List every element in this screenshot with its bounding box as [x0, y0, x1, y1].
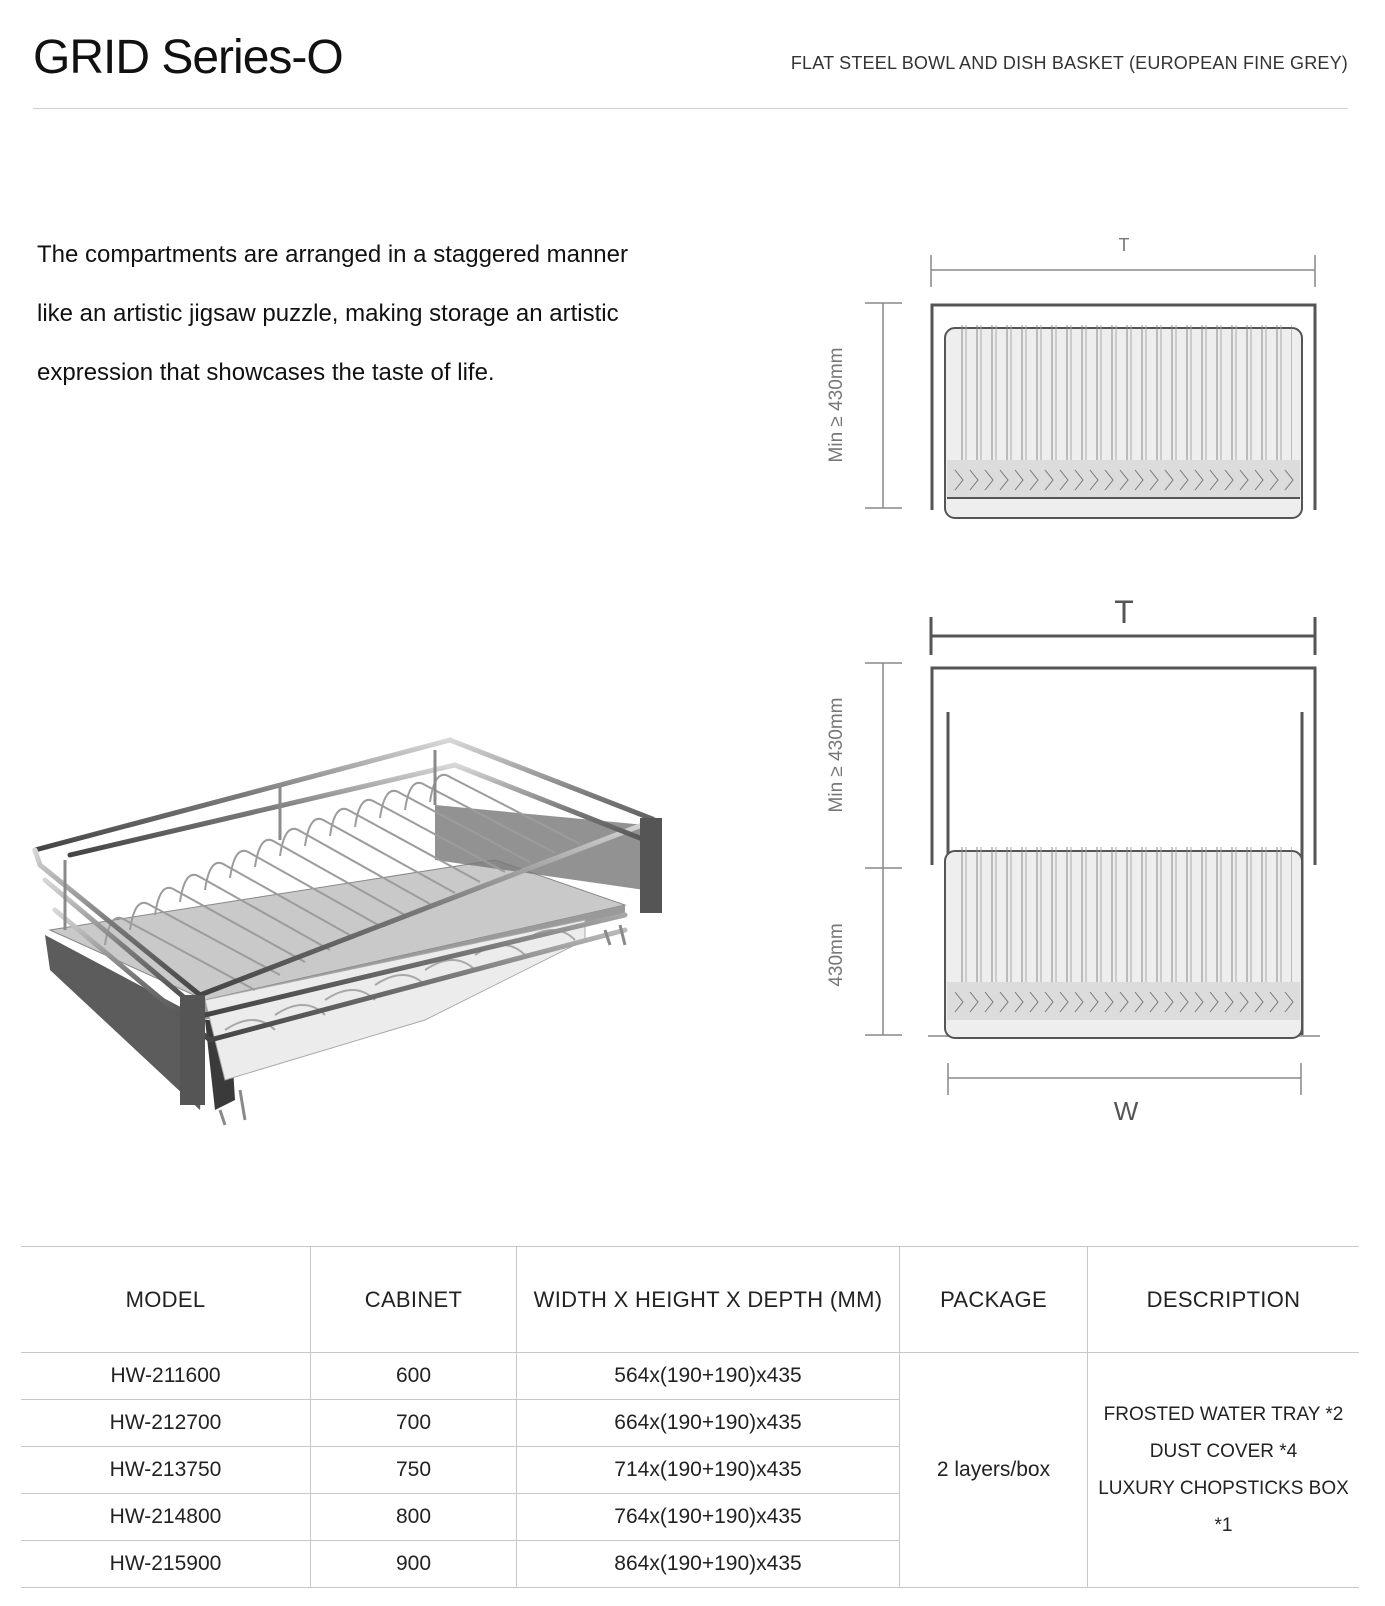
- cell-model: HW-212700: [21, 1400, 311, 1447]
- description-item: FROSTED WATER TRAY *2: [1103, 1404, 1344, 1425]
- cell-size: 664x(190+190)x435: [517, 1400, 900, 1447]
- intro-line: The compartments are arranged in a staggered manner: [37, 241, 628, 268]
- description-item: DUST COVER *4: [1149, 1441, 1298, 1462]
- header-divider: [33, 108, 1348, 109]
- cell-size: 864x(190+190)x435: [517, 1541, 900, 1588]
- cell-size: 564x(190+190)x435: [517, 1353, 900, 1400]
- header-cabinet: CABINET: [311, 1247, 517, 1353]
- header-model: MODEL: [21, 1247, 311, 1353]
- cell-package: 2 layers/box: [900, 1353, 1088, 1588]
- bottom-t-label: T: [1114, 594, 1134, 630]
- basket-product-image: [25, 730, 685, 1130]
- bottom-w-label: W: [1113, 1096, 1139, 1126]
- table-header-row: [21, 1247, 1359, 1353]
- top-height-label: Min ≥ 430mm: [826, 347, 847, 463]
- top-t-label: T: [1118, 235, 1130, 255]
- cell-size: 764x(190+190)x435: [517, 1494, 900, 1541]
- cell-cabinet: 600: [311, 1353, 517, 1400]
- intro-text: [37, 225, 737, 402]
- cell-model: HW-213750: [21, 1447, 311, 1494]
- cell-model: HW-211600: [21, 1353, 311, 1400]
- header-size: WIDTH X HEIGHT X DEPTH (MM): [517, 1247, 900, 1353]
- page-subtitle: FLAT STEEL BOWL AND DISH BASKET (EUROPEAN FINE GREY): [790, 53, 1348, 73]
- cell-cabinet: 800: [311, 1494, 517, 1541]
- cell-description: [1088, 1353, 1360, 1588]
- cell-size: 714x(190+190)x435: [517, 1447, 900, 1494]
- description-item: LUXURY CHOPSTICKS BOX *1: [1098, 1478, 1349, 1536]
- dimension-diagram: [820, 225, 1340, 1135]
- intro-line: expression that showcases the taste of life.: [37, 359, 495, 386]
- table-row: [21, 1353, 1359, 1400]
- spec-table: [21, 1246, 1359, 1588]
- cell-cabinet: 900: [311, 1541, 517, 1588]
- cell-model: HW-214800: [21, 1494, 311, 1541]
- intro-line: like an artistic jigsaw puzzle, making storage an artistic: [37, 300, 619, 327]
- header-description: DESCRIPTION: [1088, 1247, 1360, 1353]
- cell-cabinet: 750: [311, 1447, 517, 1494]
- cell-cabinet: 700: [311, 1400, 517, 1447]
- bottom-lower-label: 430mm: [826, 923, 847, 987]
- cell-model: HW-215900: [21, 1541, 311, 1588]
- bottom-height-label: Min ≥ 430mm: [826, 697, 847, 813]
- header-package: PACKAGE: [900, 1247, 1088, 1353]
- page-title: GRID Series-O: [33, 31, 343, 84]
